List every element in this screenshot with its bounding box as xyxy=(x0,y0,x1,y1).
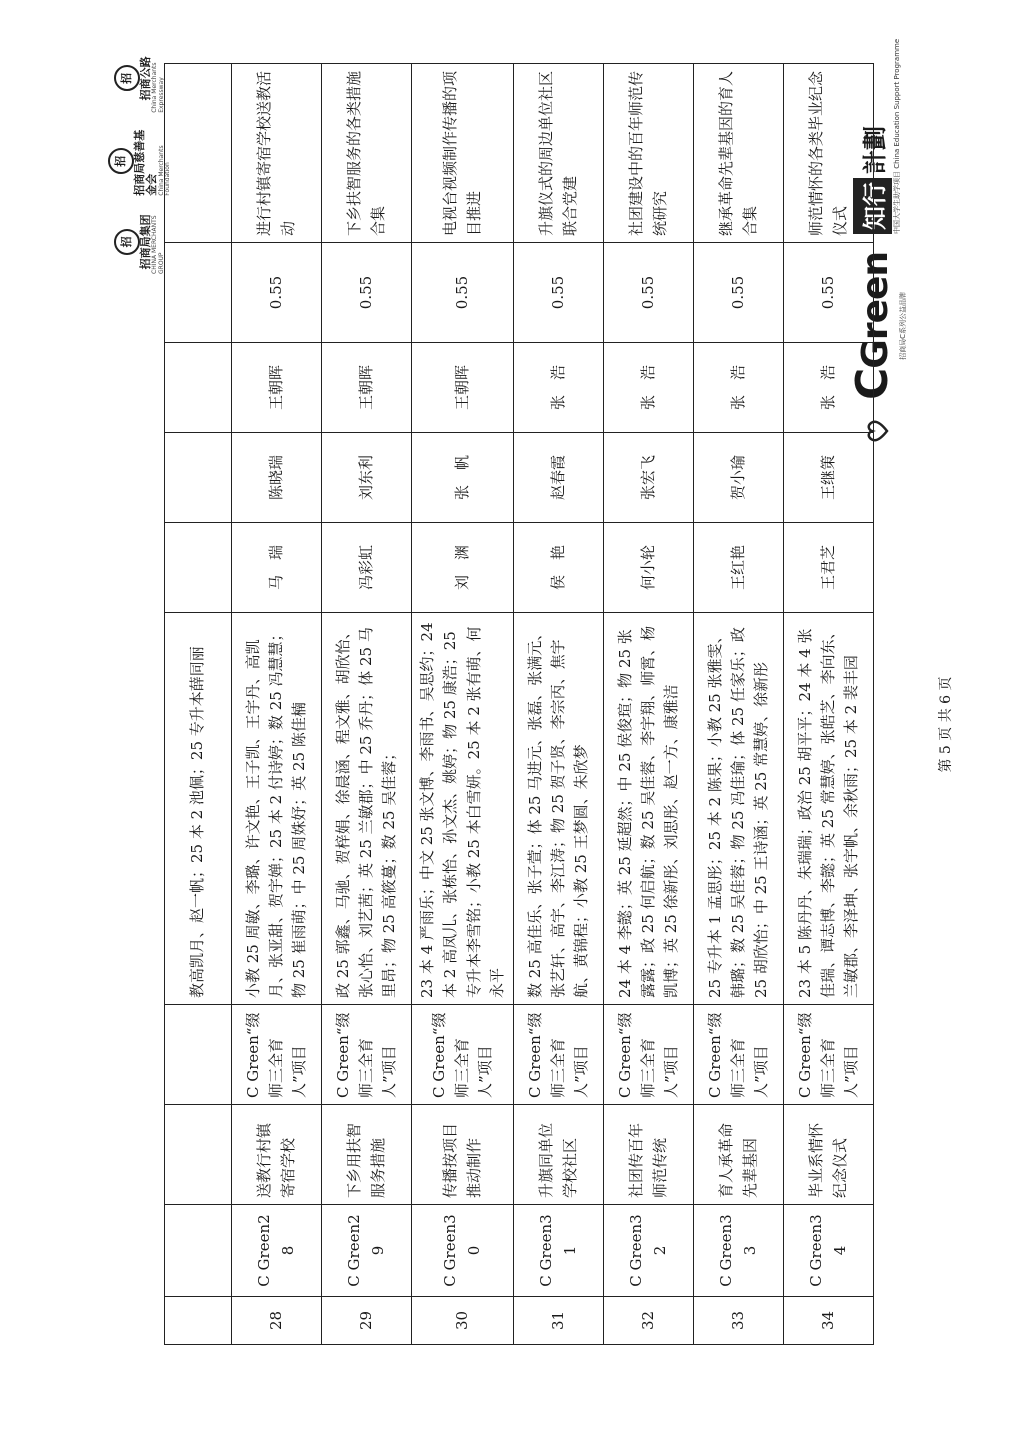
project-code: C Green33 xyxy=(694,1205,784,1297)
row-number: 31 xyxy=(514,1297,604,1345)
project-topic: 师范情怀的各类毕业纪念仪式 xyxy=(784,64,874,243)
project-code: C Green34 xyxy=(784,1205,874,1297)
score-value: 0.55 xyxy=(322,243,412,343)
advisor-2: 张 帆 xyxy=(412,433,514,523)
project-name: 传播按项目推动制作 xyxy=(412,1105,514,1205)
project-topic: 下乡扶智服务的各类措施合集 xyxy=(322,64,412,243)
row-number: 34 xyxy=(784,1297,874,1345)
advisor-2: 赵春霞 xyxy=(514,433,604,523)
advisor-1: 马 瑞 xyxy=(232,523,322,613)
table-row xyxy=(694,64,784,1345)
project-type: C Green“缀师三全育人”项目 xyxy=(514,1005,604,1105)
advisor-2: 张宏飞 xyxy=(604,433,694,523)
project-code: C Green28 xyxy=(232,1205,322,1297)
project-type: C Green“缀师三全育人”项目 xyxy=(322,1005,412,1105)
table-row xyxy=(322,64,412,1345)
table-top-row xyxy=(165,64,232,1345)
table-row xyxy=(232,64,322,1345)
table-row xyxy=(604,64,694,1345)
advisor-3: 张 浩 xyxy=(784,343,874,433)
student-members: 数 25 高佳乐、张子萱；体 25 马进元、张磊、张满元、张艺轩、高宇、李江涛；物 25 贺子贤、李宗丙、焦宇航、黄锦程；小教 25 王梦圆、朱欣梦 xyxy=(514,613,604,1005)
row-number: 32 xyxy=(604,1297,694,1345)
project-type: C Green“缀师三全育人”项目 xyxy=(604,1005,694,1105)
zhixing-plan-logo: 知行 計劃 中国大学生助学项目 China Education Support Programme xyxy=(853,39,902,234)
row-number: 30 xyxy=(412,1297,514,1345)
partner-logos-left xyxy=(110,44,170,274)
advisor-3: 张 浩 xyxy=(604,343,694,433)
row-number: 28 xyxy=(232,1297,322,1345)
advisor-1: 何小轮 xyxy=(604,523,694,613)
advisor-3: 王朝晖 xyxy=(232,343,322,433)
project-code: C Green32 xyxy=(604,1205,694,1297)
score-value: 0.55 xyxy=(232,243,322,343)
score-value: 0.55 xyxy=(514,243,604,343)
table-row xyxy=(784,64,874,1345)
project-name: 下乡用扶智服务措施 xyxy=(322,1105,412,1205)
cm-foundation-logo: 招 招商局慈善基金会 China Merchants Foundation xyxy=(108,127,171,196)
score-value: 0.55 xyxy=(604,243,694,343)
student-members: 24 本 4 李懿；英 25 延超然；中 25 侯俊瑄；物 25 张露露；政 25 何启航；数 25 吴佳蓉、李宇翔、师霄、杨凯博；英 25 徐新彤、刘思彤、赵一方、康雅洁 xyxy=(604,613,694,1005)
advisor-3: 王朝晖 xyxy=(322,343,412,433)
advisor-1: 王君芝 xyxy=(784,523,874,613)
advisor-3: 张 浩 xyxy=(514,343,604,433)
row-number: 29 xyxy=(322,1297,412,1345)
project-topic: 进行村镇寄宿学校送教活动 xyxy=(232,64,322,243)
student-members: 23 本 4 严雨乐；中文 25 张文博、李雨书、吴思约；24 本 2 高凤儿、张栋怡、孙文杰、姚婷；物 25 康浩；25 专升本李雪铭；小教 25 本白雪妍。25 本 2 张有萌、何永平 xyxy=(412,613,514,1005)
project-topic: 电视台视频制作传播的项目推进 xyxy=(412,64,514,243)
project-code: C Green30 xyxy=(412,1205,514,1297)
advisor-1: 冯彩虹 xyxy=(322,523,412,613)
project-table xyxy=(164,63,874,1345)
advisor-1: 王红艳 xyxy=(694,523,784,613)
project-name: 育人承革命先辈基因 xyxy=(694,1105,784,1205)
page-number: 第 5 页 共 6 页 xyxy=(938,676,954,773)
project-code: C Green31 xyxy=(514,1205,604,1297)
advisor-3: 王朝晖 xyxy=(412,343,514,433)
student-members: 小教 25 周敏、李璐、许文艳、王子凯、王宇丹、高凯月、张亚甜、贺宇婵；25 本 2 付诗婷；数 25 冯慧慧；物 25 崔雨萌；中 25 周姝妤；英 25 陈佳楠 xyxy=(232,613,322,1005)
student-members: 政 25 郭鑫、马驰、贺梓娟、徐晨涵、程文雅、胡欣怡、张心怡、刘艺茜；英 25 兰敏郡；中 25 乔丹；体 25 马里昂；物 25 高筱蔓；数 25 吴佳蓉； xyxy=(322,613,412,1005)
cm-expressway-logo: 招 招商公路 China Merchants Expressway xyxy=(114,44,165,113)
row-number: 33 xyxy=(694,1297,784,1345)
project-name: 毕业系情怀纪念仪式 xyxy=(784,1105,874,1205)
table-row xyxy=(412,64,514,1345)
project-code: C Green29 xyxy=(322,1205,412,1297)
advisor-2: 陈晓瑞 xyxy=(232,433,322,523)
project-type: C Green“缀师三全育人”项目 xyxy=(784,1005,874,1105)
project-name: 社团传百年师范传统 xyxy=(604,1105,694,1205)
project-topic: 升旗仪式的周边单位社区联合党建 xyxy=(514,64,604,243)
cmf-emblem-icon: 招 xyxy=(108,148,134,174)
china-merchants-group-logo: 招 招商局集团 CHINA MERCHANTS GROUP xyxy=(114,210,165,274)
student-members: 25 专升本 1 孟思彤；25 本 2 陈果；小教 25 张雅雯、韩璐；数 25 吴佳蓉；物 25 冯佳瑜；体 25 任家乐；政 25 胡欣怡；中 25 王诗涵；英 25 常慧婷、徐新彤 xyxy=(694,613,784,1005)
advisor-3: 张 浩 xyxy=(694,343,784,433)
cgreen-logo: CGreen 招商局C系列公益品牌 xyxy=(846,251,907,400)
advisor-1: 刘 渊 xyxy=(412,523,514,613)
project-name: 升旗同单位学校社区 xyxy=(514,1105,604,1205)
score-value: 0.55 xyxy=(784,243,874,343)
project-name: 送教行村镇寄宿学校 xyxy=(232,1105,322,1205)
score-value: 0.55 xyxy=(412,243,514,343)
cmg-emblem-icon: 招 xyxy=(114,229,140,255)
advisor-2: 刘东利 xyxy=(322,433,412,523)
score-value: 0.55 xyxy=(694,243,784,343)
project-topic: 社团建设中的百年师范传统研究 xyxy=(604,64,694,243)
advisor-1: 侯 艳 xyxy=(514,523,604,613)
project-type: C Green“缀师三全育人”项目 xyxy=(694,1005,784,1105)
advisor-2: 贺小瑜 xyxy=(694,433,784,523)
advisor-2: 王继策 xyxy=(784,433,874,523)
top-members-cell: 教高凯月、赵一帆；25 本 2 池佩；25 专升本薛同丽 xyxy=(165,613,232,1005)
project-type: C Green“缀师三全育人”项目 xyxy=(232,1005,322,1105)
cme-emblem-icon: 招 xyxy=(114,65,140,91)
project-type: C Green“缀师三全育人”项目 xyxy=(412,1005,514,1105)
student-members: 23 本 5 陈丹丹、朱瑞瑞；政治 25 胡平平；24 本 4 张佳瑞、谭志博、李懿；英 25 常慧婷、张皓芝、李向东、兰敏郡、李泽坤、张宇帆、余秋雨；25 本 2 裴丰园 xyxy=(784,613,874,1005)
table-row xyxy=(514,64,604,1345)
project-topic: 继承革命先辈基因的育人合集 xyxy=(694,64,784,243)
